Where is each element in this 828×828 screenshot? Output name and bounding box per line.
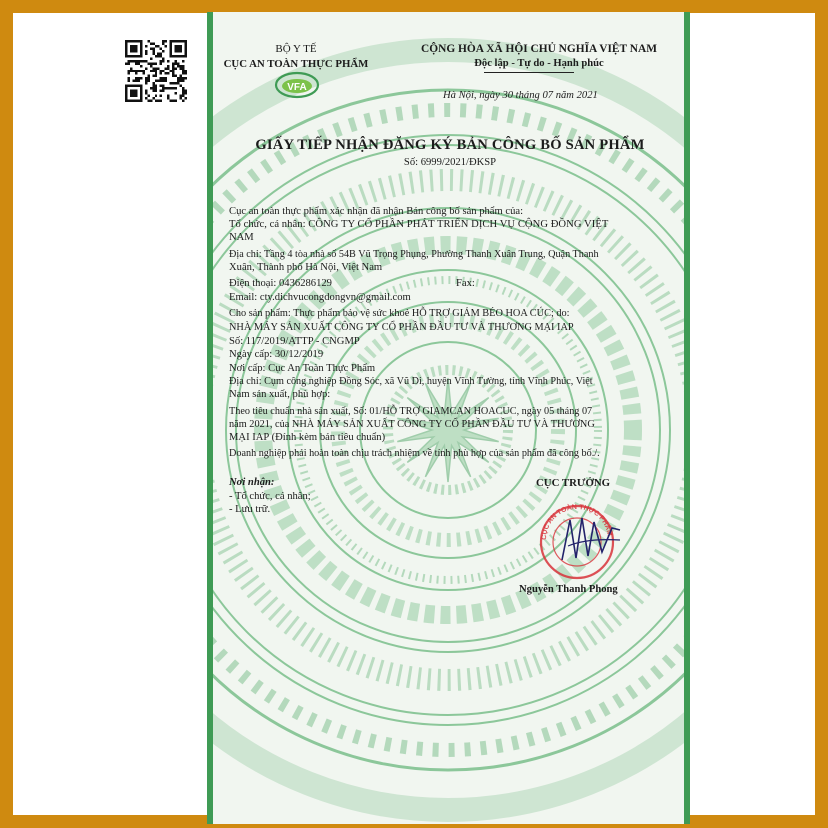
stamp-text: CỤC AN TOÀN THỰC PHẨM <box>540 503 613 541</box>
body-line: Theo tiêu chuẩn nhà sản xuất, Số: 01/HỖ TRỢ GIAMCAN HOACUC, ngày 05 tháng 07 <box>229 406 593 417</box>
ministry-name: BỘ Y TẾ <box>275 43 317 55</box>
body-line: năm 2021, của NHÀ MÁY SẢN XUẤT CÔNG TY CỔ PHẦN ĐẦU TƯ VÀ THƯƠNG <box>229 419 595 430</box>
vfa-logo <box>274 71 320 99</box>
recipient-item: - Tổ chức, cá nhân; <box>229 491 311 502</box>
body-line: NHÀ MÁY SẢN XUẤT CÔNG TY CỔ PHẦN ĐẦU TƯ VÀ THƯƠNG MẠI IAP <box>229 322 574 333</box>
body-line: Địa chỉ: Tầng 4 tòa nhà số 54B Vũ Trọng Phụng, Phường Thanh Xuân Trung, Quận Thanh <box>229 249 599 260</box>
body-line: Địa chỉ: Cụm công nghiệp Đồng Sóc, xã Vũ Di, huyện Vĩnh Tường, tỉnh Vĩnh Phúc, Việt <box>229 376 593 387</box>
logo-text: VFA <box>287 82 307 93</box>
signer-role: CỤC TRƯỞNG <box>536 477 611 489</box>
qr-code <box>125 40 187 102</box>
recipients-heading: Nơi nhận: <box>229 477 275 488</box>
body-line: Nam sản xuất, phù hợp: <box>229 389 331 400</box>
motto-underline <box>484 72 574 73</box>
signer-name: Nguyễn Thanh Phong <box>519 584 618 595</box>
certificate-page <box>207 12 690 824</box>
fax-line: Fax: <box>456 278 475 289</box>
phone-line: Điện thoại: 0436286129 <box>229 278 332 289</box>
body-line: MẠI IAP (Đính kèm bản tiêu chuẩn) <box>229 432 386 443</box>
bronze-drum-watermark <box>207 12 690 824</box>
body-line: Doanh nghiệp phải hoàn toàn chịu trách nhiệm về tính phù hợp của sản phẩm đã công bố./. <box>229 448 600 459</box>
body-line: NAM <box>229 232 254 243</box>
body-line: Cục an toàn thực phẩm xác nhận đã nhận Bản công bố sản phẩm của: <box>229 206 524 217</box>
body-line: Cho sản phẩm: Thực phẩm bảo vệ sức khoẻ HỖ TRỢ GIẢM BÉO HOA CÚC; do: <box>229 308 570 319</box>
agency-name: CỤC AN TOÀN THỰC PHẨM <box>223 58 369 70</box>
body-line: Ngày cấp: 30/12/2019 <box>229 349 324 360</box>
svg-text:CỤC AN TOÀN THỰC PHẨM <box>541 503 613 541</box>
recipient-item: - Lưu trữ. <box>229 504 271 515</box>
body-line: Số: 117/2019/ATTP - CNGMP <box>229 336 360 347</box>
body-line: Xuân, Thành phố Hà Nội, Việt Nam <box>229 262 383 273</box>
body-line: Tổ chức, cá nhân: CÔNG TY CỔ PHẦN PHÁT TRIỂN DỊCH VỤ CỘNG ĐỒNG VIỆT <box>229 219 609 230</box>
body-line: Nơi cấp: Cục An Toàn Thực Phẩm <box>229 363 376 374</box>
official-stamp <box>532 500 622 580</box>
place-date: Hà Nội, ngày 30 tháng 07 năm 2021 <box>443 90 598 101</box>
document-number: Số: 6999/2021/ĐKSP <box>403 157 497 168</box>
email-line: Email: cty.dichvucongdongvn@gmail.com <box>229 292 411 303</box>
national-motto: Độc lập - Tự do - Hạnh phúc <box>474 58 604 69</box>
document-title: GIẤY TIẾP NHẬN ĐĂNG KÝ BẢN CÔNG BỐ SẢN PHẨM <box>255 137 645 153</box>
country-name: CỘNG HÒA XÃ HỘI CHỦ NGHĨA VIỆT NAM <box>421 43 657 55</box>
